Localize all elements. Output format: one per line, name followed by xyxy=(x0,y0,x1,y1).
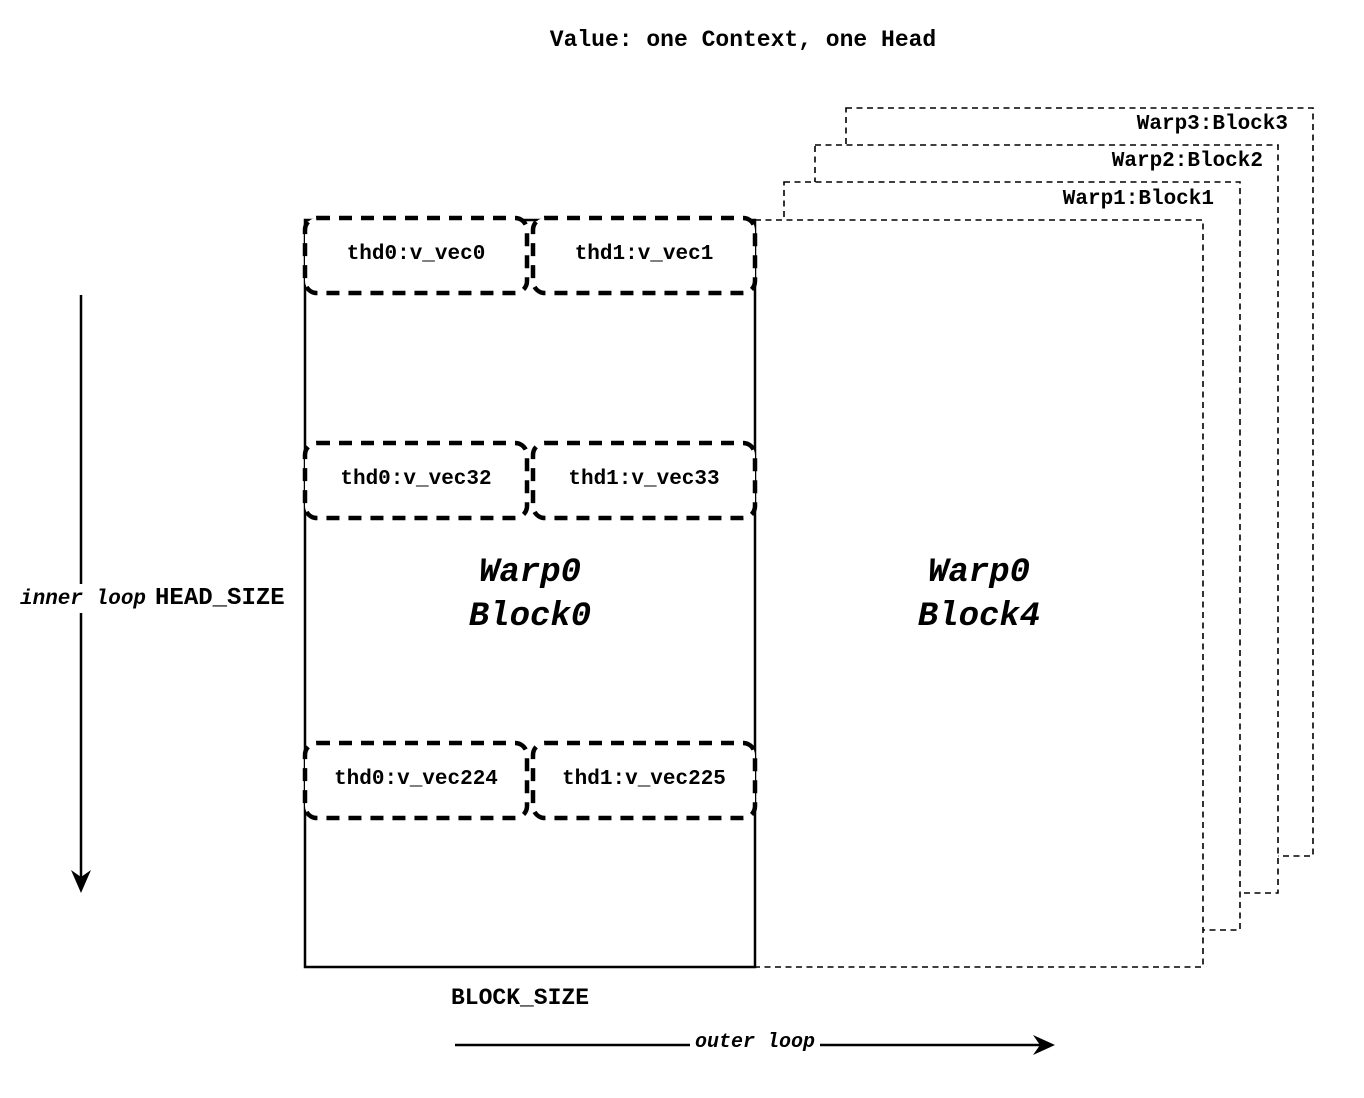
cell-label-thd0-v-vec32: thd0:v_vec32 xyxy=(340,468,492,491)
warp0-block0-line2: Block0 xyxy=(468,598,592,636)
warp2-block2-label: Warp2:Block2 xyxy=(1111,150,1263,173)
warp0-block4-line1: Warp0 xyxy=(927,554,1031,592)
diagram-title: Value: one Context, one Head xyxy=(549,27,937,53)
inner-loop-label xyxy=(18,584,287,613)
inner-loop-text: inner loop xyxy=(20,588,147,611)
cell-label-thd1-v-vec33: thd1:v_vec33 xyxy=(568,468,720,491)
warp3-block3-label: Warp3:Block3 xyxy=(1136,113,1288,136)
cell-label-thd0-v-vec224: thd0:v_vec224 xyxy=(334,768,498,791)
outer-loop-label: outer loop xyxy=(690,1031,820,1054)
warp1-block1-label: Warp1:Block1 xyxy=(1062,188,1214,211)
cell-label-thd0-v-vec0: thd0:v_vec0 xyxy=(346,243,486,266)
head-size-text: HEAD_SIZE xyxy=(155,585,285,612)
cell-label-thd1-v-vec225: thd1:v_vec225 xyxy=(562,768,726,791)
warp0-block4-line2: Block4 xyxy=(917,598,1041,636)
block-size-label: BLOCK_SIZE xyxy=(450,985,590,1011)
warp0-block4-label xyxy=(829,551,1129,639)
warp0-block0-line1: Warp0 xyxy=(478,554,582,592)
cell-label-thd1-v-vec1: thd1:v_vec1 xyxy=(574,243,714,266)
warp0-block0-label xyxy=(380,551,680,639)
